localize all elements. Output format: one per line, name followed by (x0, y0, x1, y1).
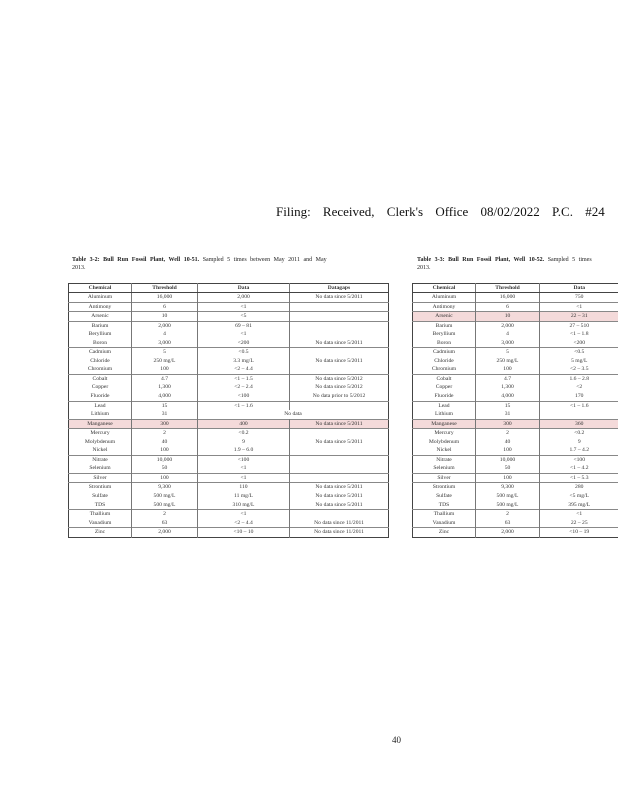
cell-threshold: 2 (476, 429, 540, 438)
cell-data: <1 (540, 510, 618, 519)
table-row (69, 410, 389, 419)
cell-threshold: 3,000 (132, 339, 198, 348)
cell-chemical: Vanadium (413, 519, 476, 528)
cell-chemical: Manganese (413, 419, 476, 429)
cell-data: 750 (540, 293, 618, 303)
cell-chemical: Mercury (413, 429, 476, 438)
table-row (413, 483, 618, 492)
cell-threshold: 3,000 (476, 339, 540, 348)
cell-data: 1.9 – 6.0 (198, 446, 290, 455)
header-threshold: Threshold (132, 284, 198, 293)
cell-chemical: Mercury (69, 429, 132, 438)
cell-chemical: Sulfate (69, 492, 132, 501)
cell-datagaps (290, 302, 389, 312)
cell-chemical: Lithium (413, 410, 476, 419)
cell-chemical: Copper (69, 383, 132, 392)
cell-chemical: Nickel (413, 446, 476, 455)
cell-chemical: Chloride (413, 357, 476, 366)
header-chemical: Chemical (69, 284, 132, 293)
cell-chemical: Antimony (413, 302, 476, 312)
cell-threshold: 10 (476, 312, 540, 322)
cell-threshold: 2 (132, 510, 198, 519)
cell-threshold: 2,000 (132, 321, 198, 330)
cell-threshold: 100 (476, 446, 540, 455)
cell-datagaps: No data since 11/2011 (314, 519, 364, 526)
cell-data: <1 – 1.6 (198, 401, 290, 410)
cell-data: <1 (540, 302, 618, 312)
cell-threshold: 10,000 (132, 455, 198, 464)
cell-threshold: 250 mg/L (476, 357, 540, 366)
cell-threshold: 15 (476, 401, 540, 410)
cell-datagaps: No data since 5/2011 (290, 483, 389, 492)
cell-data: <1 (198, 464, 290, 473)
cell-chemical: Nickel (69, 446, 132, 455)
cell-threshold: 500 mg/L (476, 501, 540, 510)
cell-threshold: 15 (132, 401, 198, 410)
cell-threshold: 300 (476, 419, 540, 429)
cell-data: <10 – 10 (198, 528, 290, 538)
table-row (413, 438, 618, 447)
table-row (413, 446, 618, 455)
cell-chemical: Lead (413, 401, 476, 410)
cell-threshold: 63 (132, 519, 198, 528)
cell-chemical: Cadmium (69, 348, 132, 357)
cell-chemical: Arsenic (413, 312, 476, 322)
cell-data: <1 – 1.5 (198, 374, 290, 383)
table-row (69, 365, 389, 374)
cell-threshold: 4.7 (476, 374, 540, 383)
cell-threshold: 2,000 (132, 528, 198, 538)
cell-data: <2 – 3.5 (569, 366, 589, 373)
cell-data: 9 (577, 438, 581, 445)
cell-chemical: Molybdenum (413, 438, 476, 447)
table-row (69, 293, 389, 303)
cell-threshold: 40 (132, 438, 198, 447)
table-row (413, 419, 618, 429)
cell-threshold: 500 mg/L (132, 492, 198, 501)
cell-chemical: Aluminum (413, 293, 476, 303)
table-row (69, 321, 389, 330)
cell-datagaps (290, 455, 389, 464)
cell-data: <100 (198, 392, 290, 401)
table-row (413, 293, 618, 303)
cell-chemical: Selenium (69, 464, 132, 473)
cell-datagaps (290, 321, 389, 330)
cell-data: <1 – 4.2 (569, 465, 589, 472)
header-datagaps: Datagaps (290, 284, 389, 293)
cell-data: 360 (540, 419, 618, 429)
cell-datagaps: No data since 11/2011 (290, 528, 389, 538)
cell-datagaps (290, 510, 389, 519)
table-row (69, 446, 389, 455)
cell-threshold: 10 (132, 312, 198, 322)
cell-datagaps: No data since 5/2011 (315, 501, 363, 508)
cell-datagaps (290, 348, 389, 357)
cell-chemical: Strontium (69, 483, 132, 492)
header-data: Data (540, 284, 618, 293)
cell-threshold: 300 (132, 419, 198, 429)
header-threshold: Threshold (476, 284, 540, 293)
left-caption-text: Sampled 5 times between May 2011 and May (202, 257, 327, 263)
cell-threshold: 4.7 (132, 374, 198, 383)
cell-data: 280 (540, 483, 618, 492)
cell-datagaps: No data since 5/2011 (315, 357, 363, 364)
cell-data: 400 (198, 419, 290, 429)
cell-data: 5 mg/L (571, 357, 588, 364)
cell-chemical: Lithium (69, 410, 132, 419)
table-row (413, 492, 618, 501)
cell-threshold: 250 mg/L (132, 357, 198, 366)
cell-data: <2 – 2.4 (198, 383, 290, 392)
cell-data: <1 – 1.8 (569, 331, 589, 338)
table-row (69, 348, 389, 357)
table-row (69, 401, 389, 410)
cell-data: <0.5 (540, 348, 618, 357)
cell-chemical: Beryllium (413, 330, 476, 339)
cell-data: 9 (198, 438, 290, 447)
cell-data: <1 – 1.6 (540, 401, 618, 410)
cell-chemical: Molybdenum (69, 438, 132, 447)
cell-chemical: Zinc (413, 528, 476, 538)
cell-chemical: Zinc (69, 528, 132, 538)
cell-chemical: TDS (413, 501, 476, 510)
cell-chemical: Aluminum (69, 293, 132, 303)
table-row (413, 410, 618, 419)
cell-threshold: 2 (132, 429, 198, 438)
cell-threshold: 2 (476, 510, 540, 519)
left-caption-year: 2013. (72, 265, 86, 271)
right-table-caption (417, 256, 615, 272)
cell-data: <100 (540, 455, 618, 464)
cell-threshold: 500 mg/L (132, 501, 198, 510)
cell-chemical: Selenium (413, 464, 476, 473)
table-row (69, 312, 389, 322)
cell-chemical: Antimony (69, 302, 132, 312)
cell-data: <2 (576, 384, 583, 391)
table-row (69, 419, 389, 429)
cell-threshold: 4 (132, 330, 198, 339)
cell-threshold: 1,300 (132, 383, 198, 392)
cell-data: <1 (198, 330, 290, 339)
cell-data: <10 – 19 (540, 528, 618, 538)
cell-data: 22 – 25 (570, 519, 588, 526)
cell-threshold: 6 (132, 302, 198, 312)
cell-threshold: 16,000 (132, 293, 198, 303)
cell-chemical: Thallium (69, 510, 132, 519)
cell-threshold: 100 (476, 473, 540, 483)
cell-threshold: 2,000 (476, 321, 540, 330)
cell-threshold: 100 (132, 446, 198, 455)
cell-threshold: 4 (476, 330, 540, 339)
right-caption-year: 2013. (417, 265, 431, 271)
table-row (69, 519, 389, 528)
cell-data: 110 (198, 483, 290, 492)
cell-chemical: Vanadium (69, 519, 132, 528)
cell-chemical: Boron (69, 339, 132, 348)
cell-chemical: Arsenic (69, 312, 132, 322)
cell-data: <1 (198, 473, 290, 483)
cell-data: <1 – 5.3 (540, 473, 618, 483)
cell-datagaps (290, 429, 389, 438)
cell-datagaps: No data since 5/2011 (315, 438, 363, 445)
left-chemical-table (68, 283, 389, 538)
cell-data: 3.3 mg/L (198, 357, 290, 366)
table-row (69, 510, 389, 519)
cell-data: <0.2 (198, 429, 290, 438)
cell-data: 1.6 – 2.8 (540, 374, 618, 383)
table-row (413, 528, 618, 538)
cell-datagaps: No data since 5/2012 (315, 384, 363, 391)
table-row (413, 455, 618, 464)
cell-data: <100 (198, 455, 290, 464)
cell-datagaps: No data since 5/2011 (290, 293, 389, 303)
table-row (413, 374, 618, 383)
cell-chemical: Chloride (69, 357, 132, 366)
cell-data: <0.5 (198, 348, 290, 357)
cell-threshold: 4,000 (132, 392, 198, 401)
cell-chemical: Nitrate (69, 455, 132, 464)
cell-threshold: 40 (476, 438, 540, 447)
cell-chemical: Lead (69, 401, 132, 410)
cell-chemical: Silver (69, 473, 132, 483)
table-row (413, 401, 618, 410)
table-row (69, 383, 389, 392)
cell-threshold: 31 (132, 410, 198, 419)
cell-chemical: TDS (69, 501, 132, 510)
header-chemical: Chemical (413, 284, 476, 293)
cell-threshold: 31 (476, 410, 540, 419)
cell-data (540, 410, 618, 419)
cell-chemical: Thallium (413, 510, 476, 519)
table-row (413, 429, 618, 438)
table-row (69, 302, 389, 312)
cell-datagaps (290, 473, 389, 483)
cell-data: <5 (198, 312, 290, 322)
table-row (413, 501, 618, 510)
cell-data: <2 – 4.4 (198, 365, 290, 374)
cell-data: <200 (573, 339, 586, 346)
cell-datagaps (290, 446, 389, 455)
table-row (69, 330, 389, 339)
cell-chemical: Strontium (413, 483, 476, 492)
cell-threshold: 5 (476, 348, 540, 357)
table-row (69, 392, 389, 401)
cell-chemical: Barium (413, 321, 476, 330)
cell-chemical: Barium (69, 321, 132, 330)
table-row (413, 464, 618, 473)
table-row (69, 473, 389, 483)
cell-data: <200 (198, 339, 290, 348)
cell-data: <0.2 (540, 429, 618, 438)
table-row (69, 492, 389, 501)
table-row (69, 357, 389, 366)
cell-data: <1 (198, 302, 290, 312)
cell-datagaps (290, 312, 389, 322)
table-row (69, 429, 389, 438)
cell-data: 69 – 81 (198, 321, 290, 330)
cell-data: 27 – 510 (540, 321, 618, 330)
right-chemical-table (412, 283, 618, 538)
cell-chemical: Silver (413, 473, 476, 483)
table-row (413, 383, 618, 392)
right-caption-title: Table 3-3: Bull Run Fossil Plant, Well 10-52. (417, 257, 545, 263)
cell-threshold: 50 (476, 464, 540, 473)
cell-datagaps: No data (284, 411, 302, 418)
table-row (69, 483, 389, 492)
cell-threshold: 10,000 (476, 455, 540, 464)
cell-threshold: 63 (476, 519, 540, 528)
cell-chemical: Cobalt (69, 374, 132, 383)
cell-threshold: 100 (132, 473, 198, 483)
table-row (413, 510, 618, 519)
table-row (413, 339, 618, 348)
cell-datagaps: No data prior to 5/2012 (312, 393, 366, 400)
cell-chemical: Copper (413, 383, 476, 392)
cell-datagaps (290, 401, 389, 410)
cell-datagaps: No data since 5/2011 (315, 339, 363, 346)
cell-threshold: 50 (132, 464, 198, 473)
left-caption-title: Table 3-2: Bull Run Fossil Plant, Well 10-51. (72, 257, 200, 263)
page-number: 40 (392, 735, 401, 745)
cell-threshold: 9,300 (476, 483, 540, 492)
table-row (69, 528, 389, 538)
cell-datagaps (290, 464, 389, 473)
table-row (413, 519, 618, 528)
table-row (69, 501, 389, 510)
cell-threshold: 100 (476, 365, 540, 374)
table-row (413, 348, 618, 357)
cell-data: 170 (575, 393, 584, 400)
cell-data: 310 mg/L (198, 501, 290, 510)
cell-threshold: 100 (132, 365, 198, 374)
table-row (413, 473, 618, 483)
filing-header: Filing: Received, Clerk's Office 08/02/2022 P.C. #24 (276, 204, 605, 219)
cell-chemical: Cobalt (413, 374, 476, 383)
cell-datagaps (290, 330, 389, 339)
table-row (69, 374, 389, 383)
cell-datagaps (290, 365, 389, 374)
right-caption-text: Sampled 5 times (547, 257, 592, 263)
table-row (413, 357, 618, 366)
cell-data: 1.7 – 4.2 (569, 447, 590, 454)
cell-chemical: Nitrate (413, 455, 476, 464)
cell-data: <2 – 4.4 (198, 519, 290, 528)
table-row (413, 321, 618, 330)
cell-chemical: Boron (413, 339, 476, 348)
table-row (69, 438, 389, 447)
table-row (69, 339, 389, 348)
cell-data: 395 mg/L (568, 501, 591, 508)
left-table-caption (72, 256, 372, 272)
cell-chemical: Sulfate (413, 492, 476, 501)
table-row (413, 330, 618, 339)
cell-chemical: Chromium (413, 365, 476, 374)
cell-chemical: Beryllium (69, 330, 132, 339)
cell-chemical: Fluoride (413, 392, 476, 401)
table-header-row (413, 284, 618, 293)
table-row (413, 312, 618, 322)
cell-chemical: Manganese (69, 419, 132, 429)
table-row (413, 392, 618, 401)
header-data: Data (198, 284, 290, 293)
cell-threshold: 500 mg/L (476, 492, 540, 501)
cell-data: <5 mg/L (569, 493, 589, 500)
cell-data: <1 (198, 510, 290, 519)
cell-chemical: Cadmium (413, 348, 476, 357)
cell-data: 22 – 31 (540, 312, 618, 322)
table-row (413, 365, 618, 374)
cell-threshold: 9,300 (132, 483, 198, 492)
table-row (69, 464, 389, 473)
table-row (69, 455, 389, 464)
cell-threshold: 5 (132, 348, 198, 357)
cell-datagaps: No data since 5/2012 (290, 374, 389, 383)
cell-data: 11 mg/L (198, 492, 290, 501)
cell-datagaps: No data since 5/2011 (315, 493, 363, 500)
cell-data: 2,000 (198, 293, 290, 303)
cell-chemical: Chromium (69, 365, 132, 374)
cell-threshold: 1,300 (476, 383, 540, 392)
cell-threshold: 16,000 (476, 293, 540, 303)
table-row (413, 302, 618, 312)
cell-threshold: 2,000 (476, 528, 540, 538)
table-header-row (69, 284, 389, 293)
cell-threshold: 4,000 (476, 392, 540, 401)
cell-threshold: 6 (476, 302, 540, 312)
cell-chemical: Fluoride (69, 392, 132, 401)
cell-datagaps: No data since 5/2011 (290, 419, 389, 429)
